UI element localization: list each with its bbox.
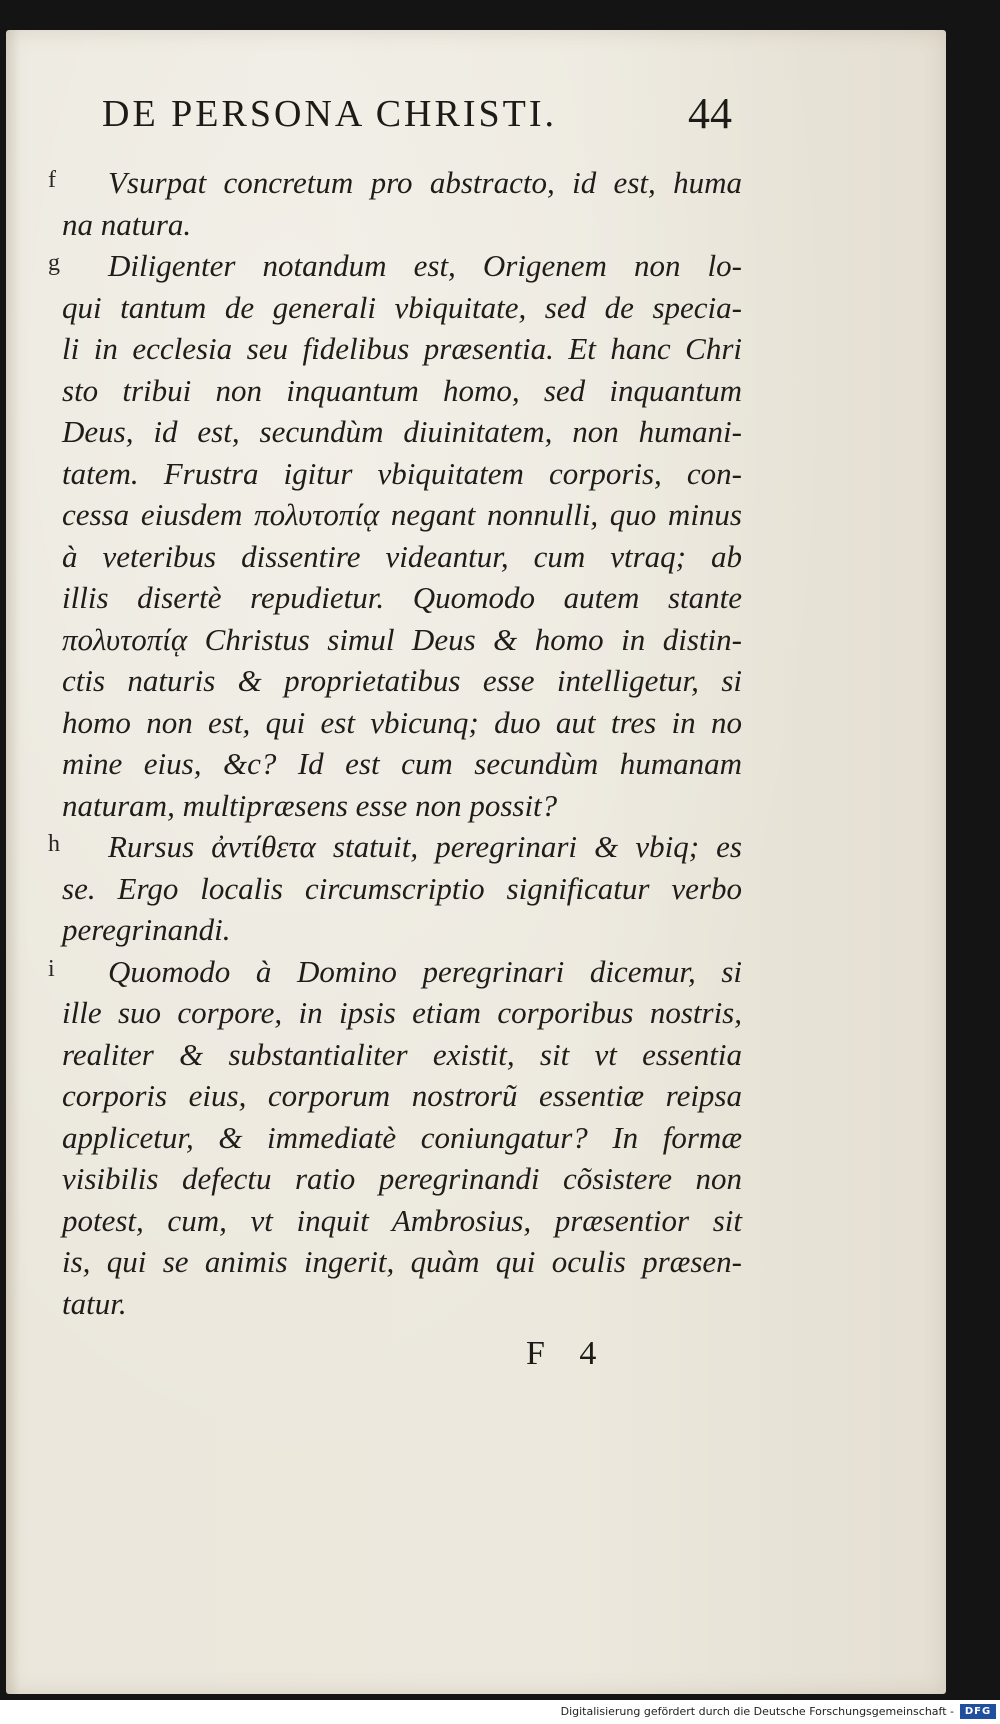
line-text: li in ecclesia seu fidelibus præsentia. Et hanc Chri — [62, 331, 742, 366]
dfg-logo-icon: DFG — [960, 1704, 996, 1719]
text-line — [62, 204, 742, 246]
text-line — [62, 536, 742, 578]
text-line — [62, 619, 742, 661]
text-line — [62, 328, 742, 370]
text-line — [62, 1117, 742, 1159]
text-line — [62, 1200, 742, 1242]
line-text: potest, cum, vt inquit Ambrosius, præsentior sit — [62, 1202, 742, 1238]
text-line — [62, 287, 742, 329]
marginal-note-letter: f — [48, 167, 56, 193]
text-line — [62, 1283, 742, 1325]
text-line — [48, 245, 742, 287]
text-line — [62, 1034, 742, 1076]
book-page — [6, 30, 946, 1694]
text-line — [48, 951, 742, 993]
line-text: visibilis defectu ratio peregrinandi cõsistere non — [62, 1161, 742, 1196]
text-line — [62, 702, 742, 744]
text-line — [62, 743, 742, 785]
line-text: peregrinandi. — [62, 912, 231, 947]
line-text: illis disertè repudietur. Quomodo autem stante — [62, 580, 742, 615]
text-line — [62, 370, 742, 412]
line-text: Rursus ἀντίθετα statuit, peregrinari & vbiq; es — [108, 829, 742, 864]
marginal-note-letter: g — [48, 250, 60, 276]
text-line — [48, 826, 742, 868]
line-text: naturam, multipræsens esse non possit? — [62, 787, 558, 823]
line-text: à veteribus dissentire videantur, cum vtraq; ab — [62, 538, 742, 574]
line-text: qui tantum de generali vbiquitate, sed de specia- — [62, 289, 742, 325]
line-text: se. Ergo localis circumscriptio significatur verbo — [62, 870, 742, 906]
text-line — [62, 909, 742, 951]
line-text: na natura. — [62, 206, 192, 242]
digitization-footer — [0, 1700, 1000, 1724]
text-line — [62, 992, 742, 1034]
line-text: tatem. Frustra igitur vbiquitatem corporis, con- — [62, 455, 742, 491]
line-text: realiter & substantialiter existit, sit vt essentia — [62, 1036, 742, 1072]
text-line — [62, 868, 742, 910]
page-number: 44 — [688, 89, 732, 138]
line-text: mine eius, &c? Id est cum secundùm humanam — [62, 746, 742, 781]
line-text: sto tribui non inquantum homo, sed inquantum — [62, 372, 742, 408]
text-line — [62, 411, 742, 453]
text-line — [62, 785, 742, 827]
line-text: Vsurpat concretum pro abstracto, id est, huma — [108, 165, 742, 200]
line-text: tatur. — [62, 1285, 127, 1321]
line-text: cessa eiusdem πολυτοπίᾳ negant nonnulli, quo minus — [62, 497, 742, 532]
running-title: DE PERSONA CHRISTI. — [102, 93, 557, 135]
text-line — [62, 494, 742, 536]
running-head — [102, 89, 732, 152]
line-text: πολυτοπίᾳ Christus simul Deus & homo in distin- — [62, 621, 742, 657]
line-text: applicetur, & immediatè coniungatur? In formæ — [62, 1119, 742, 1155]
marginal-note-letter: h — [48, 831, 60, 857]
text-line — [62, 1241, 742, 1283]
line-text: Diligenter notandum est, Origenem non lo- — [108, 248, 742, 283]
line-text: Quomodo à Domino peregrinari dicemur, si — [108, 953, 742, 989]
text-line — [62, 453, 742, 495]
line-text: ille suo corpore, in ipsis etiam corporibus nostris, — [62, 995, 742, 1030]
marginal-note-letter: i — [48, 955, 55, 982]
funding-credit: Digitalisierung gefördert durch die Deutsche Forschungsgemeinschaft - — [560, 1705, 954, 1718]
body-text — [48, 162, 742, 1324]
text-line — [62, 577, 742, 619]
text-line — [62, 1158, 742, 1200]
line-text: corporis eius, corporum nostrorũ essentiæ reipsa — [62, 1078, 742, 1113]
signature-mark: F 4 — [526, 1335, 597, 1372]
line-text: is, qui se animis ingerit, quàm qui oculis præsen- — [62, 1244, 742, 1279]
line-text: Deus, id est, secundùm diuinitatem, non humani- — [62, 414, 742, 449]
line-text: homo non est, qui est vbicunq; duo aut tres in no — [62, 704, 742, 740]
text-line — [62, 1075, 742, 1117]
text-line — [62, 660, 742, 702]
text-line — [48, 162, 742, 204]
line-text: ctis naturis & proprietatibus esse intelligetur, si — [62, 663, 742, 698]
